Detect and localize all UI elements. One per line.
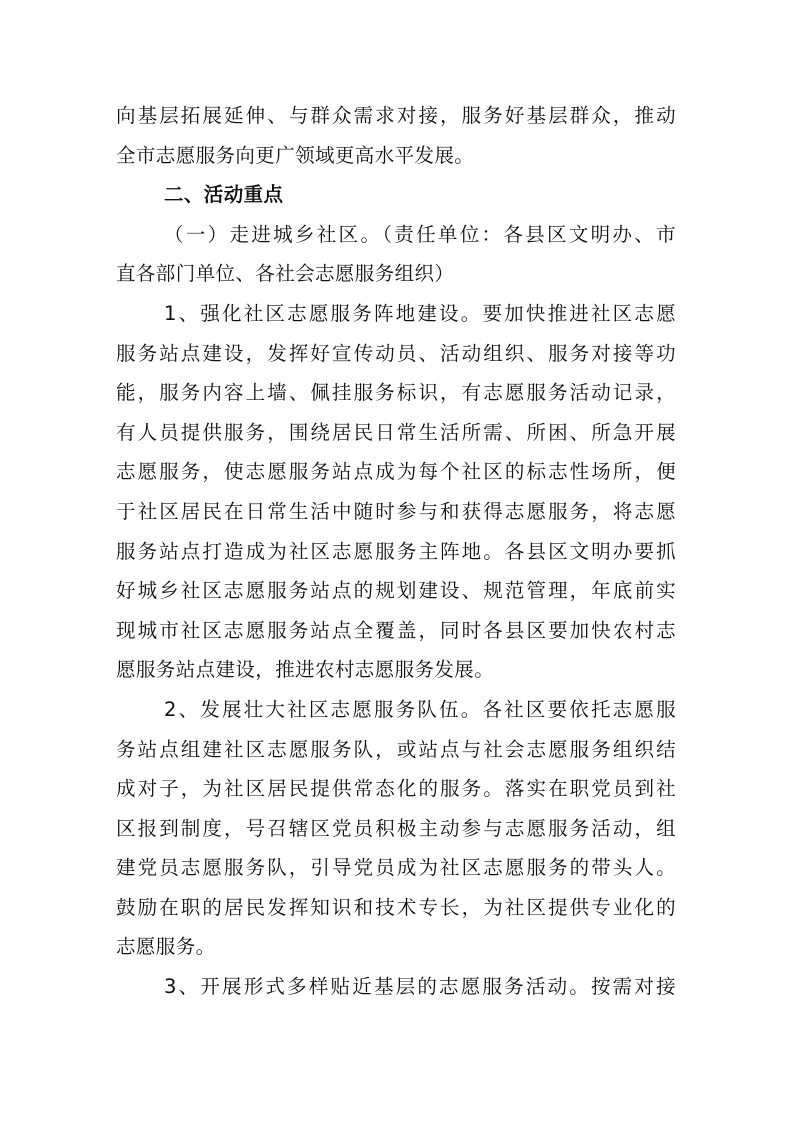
- paragraph-start: 1、强化社区志愿服务阵地建设。要加快推进社区志愿: [164, 301, 676, 325]
- paragraph-start: 2、发展壮大社区志愿服务队伍。各社区要依托志愿服: [164, 697, 676, 721]
- body-line: 于社区居民在日常生活中随时参与和获得志愿服务，将志愿: [116, 499, 676, 523]
- body-line: 愿服务站点建设，推进农村志愿服务发展。: [116, 658, 495, 682]
- body-line: 务站点组建社区志愿服务队，或站点与社会志愿服务组织结: [116, 737, 676, 761]
- body-line: 鼓励在职的居民发挥知识和技术专长，为社区提供专业化的: [116, 895, 676, 919]
- section-heading: 二、活动重点: [164, 183, 284, 207]
- body-line: 成对子，为社区居民提供常态化的服务。落实在职党员到社: [116, 777, 676, 801]
- body-line: 好城乡社区志愿服务站点的规划建设、规范管理，年底前实: [116, 579, 676, 603]
- body-line: 区报到制度，号召辖区党员积极主动参与志愿服务活动，组: [116, 816, 676, 840]
- body-line: 建党员志愿服务队，引导党员成为社区志愿服务的带头人。: [116, 856, 676, 880]
- body-line: 志愿服务。: [116, 935, 216, 959]
- body-line: 直各部门单位、各社会志愿服务组织）: [116, 262, 455, 286]
- body-line: 全市志愿服务向更广领域更高水平发展。: [116, 143, 475, 167]
- subsection-heading: （一）走进城乡社区。（责任单位：各县区文明办、市: [164, 222, 676, 246]
- body-line: 能，服务内容上墙、佩挂服务标识，有志愿服务活动记录，: [116, 381, 676, 405]
- body-line: 志愿服务，使志愿服务站点成为每个社区的标志性场所，便: [116, 460, 676, 484]
- body-line: 有人员提供服务，围绕居民日常生活所需、所困、所急开展: [116, 420, 676, 444]
- body-line: 服务站点打造成为社区志愿服务主阵地。各县区文明办要抓: [116, 539, 676, 563]
- body-line: 现城市社区志愿服务站点全覆盖，同时各县区要加快农村志: [116, 618, 676, 642]
- document-body: [116, 96, 676, 1007]
- body-line: 服务站点建设，发挥好宣传动员、活动组织、服务对接等功: [116, 341, 676, 365]
- body-line: 向基层拓展延伸、与群众需求对接，服务好基层群众，推动: [116, 104, 676, 127]
- paragraph-start: 3、开展形式多样贴近基层的志愿服务活动。按需对接: [164, 975, 676, 999]
